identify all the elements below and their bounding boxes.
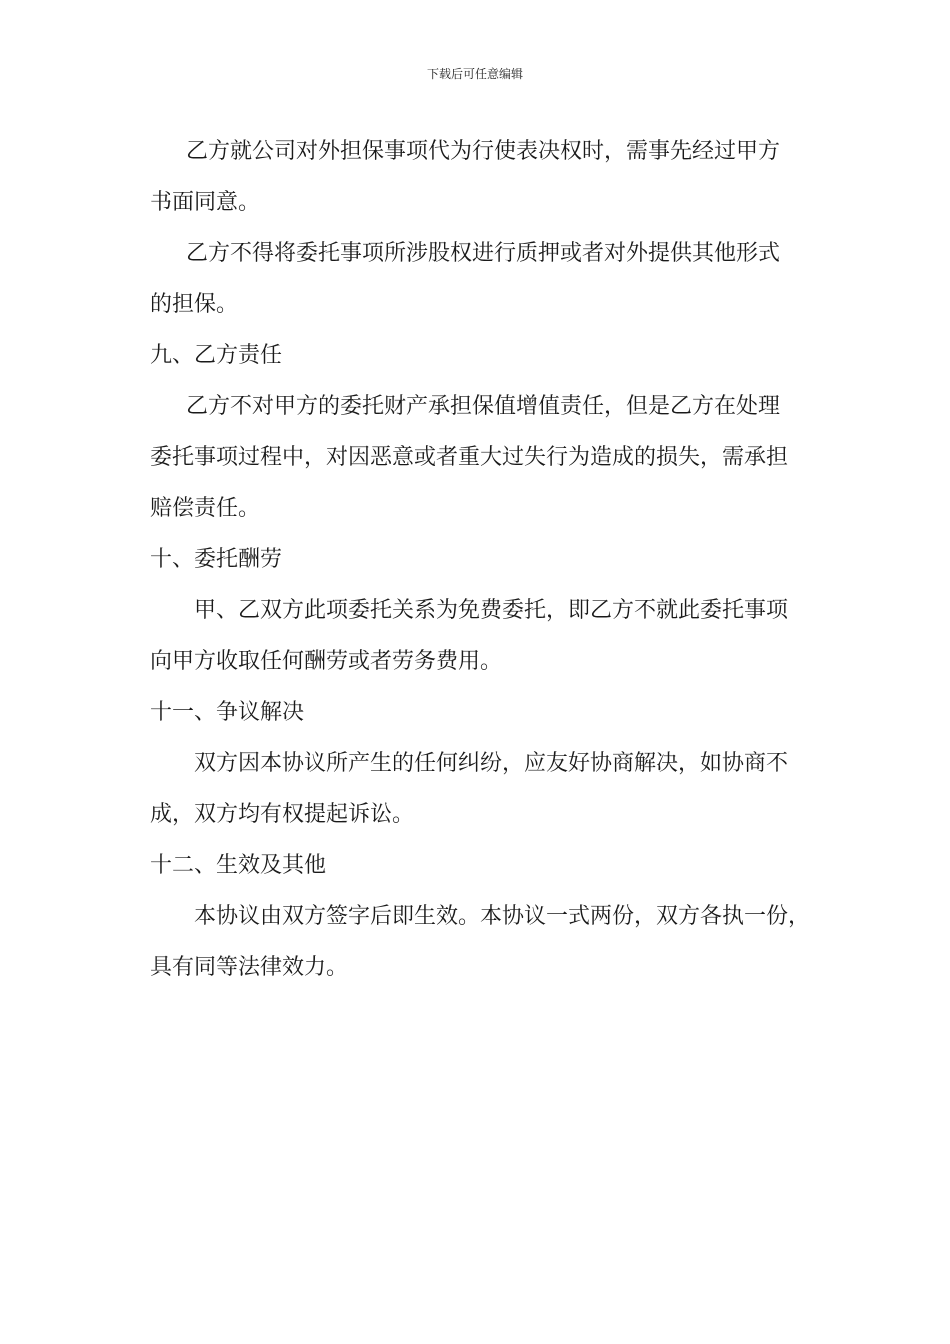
paragraph-line: 成，双方均有权提起诉讼。 xyxy=(150,802,415,827)
paragraph-line: 本协议由双方签字后即生效。本协议一式两份，双方各执一份， xyxy=(194,904,810,929)
paragraph-line: 向甲方收取任何酬劳或者劳务费用。 xyxy=(150,649,503,674)
paragraph-line: 具有同等法律效力。 xyxy=(150,955,349,980)
paragraph-line: 甲、乙双方此项委托关系为免费委托，即乙方不就此委托事项 xyxy=(194,598,789,623)
paragraph-line: 赔偿责任。 xyxy=(150,496,261,521)
section-heading: 十一、争议解决 xyxy=(150,700,305,725)
paragraph-line: 乙方不对甲方的委托财产承担保值增值责任，但是乙方在处理 xyxy=(186,394,781,419)
section-heading: 十、委托酬劳 xyxy=(150,547,283,572)
section-heading: 十二、生效及其他 xyxy=(150,853,327,878)
section-heading: 九、乙方责任 xyxy=(150,343,283,368)
paragraph-line: 乙方不得将委托事项所涉股权进行质押或者对外提供其他形式 xyxy=(186,241,781,266)
paragraph-line: 乙方就公司对外担保事项代为行使表决权时，需事先经过甲方 xyxy=(186,139,781,164)
page-header: 下载后可任意编辑 xyxy=(426,67,523,81)
document-body xyxy=(150,132,810,999)
paragraph-line: 双方因本协议所产生的任何纠纷，应友好协商解决，如协商不 xyxy=(194,751,789,776)
paragraph-line: 的担保。 xyxy=(150,292,239,317)
paragraph-line: 委托事项过程中，对因恶意或者重大过失行为造成的损失，需承担 xyxy=(150,445,789,470)
paragraph-line: 书面同意。 xyxy=(150,190,261,215)
